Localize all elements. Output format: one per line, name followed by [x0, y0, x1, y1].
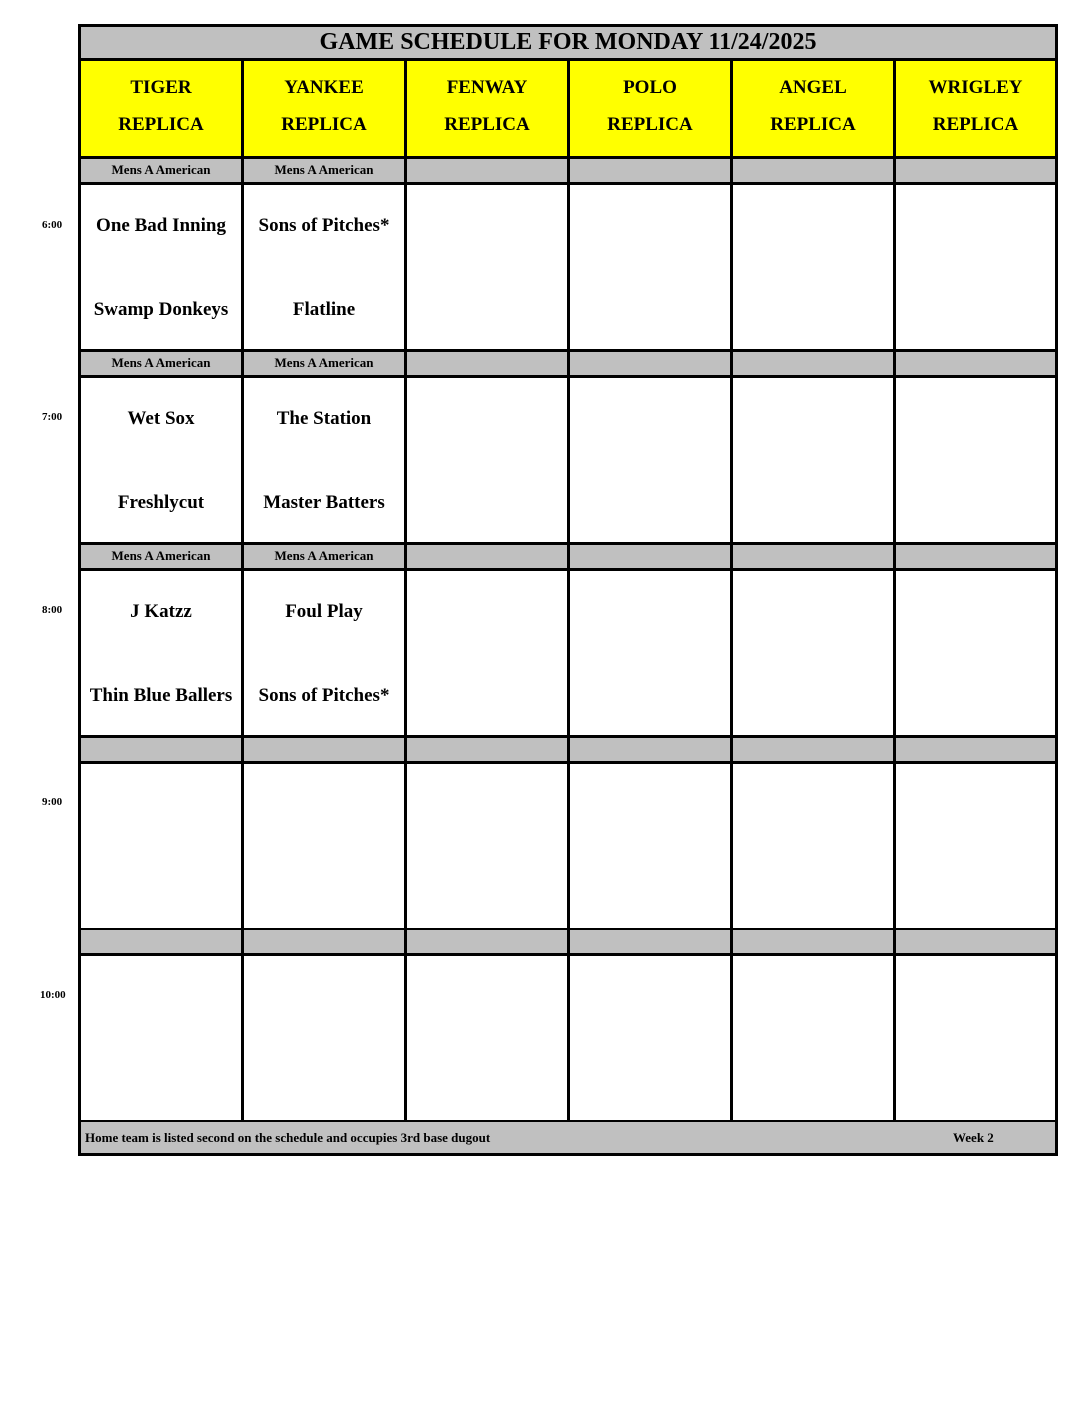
game-cell [896, 764, 1055, 931]
field-header-fenway [407, 61, 570, 159]
field-type: REPLICA [607, 114, 693, 135]
division-label [570, 159, 733, 185]
game-cell [570, 956, 733, 1123]
field-type: REPLICA [932, 114, 1019, 135]
division-label [570, 545, 733, 571]
away-team: Sons of Pitches* [258, 215, 390, 236]
field-type: REPLICA [281, 114, 367, 135]
game-cell [81, 378, 244, 545]
division-label: Mens A American [244, 352, 407, 378]
home-team: Swamp Donkeys [93, 299, 229, 320]
schedule-title: GAME SCHEDULE FOR MONDAY 11/24/2025 [81, 27, 1055, 61]
time-label: 8:00 [42, 604, 63, 616]
division-label [896, 738, 1055, 764]
division-label: Mens A American [81, 159, 244, 185]
game-cell [244, 378, 407, 545]
game-cell [733, 378, 896, 545]
game-cell [244, 764, 407, 931]
field-header-polo [570, 61, 733, 159]
game-cell [733, 185, 896, 352]
division-label [733, 738, 896, 764]
division-label [81, 738, 244, 764]
division-label [570, 930, 733, 956]
division-label [896, 159, 1055, 185]
field-name: YANKEE [284, 77, 364, 98]
field-name: WRIGLEY [928, 77, 1023, 98]
game-cell [570, 571, 733, 738]
game-cell [896, 956, 1055, 1123]
division-label [244, 738, 407, 764]
game-cell [570, 378, 733, 545]
division-label: Mens A American [244, 545, 407, 571]
field-header-tiger [81, 61, 244, 159]
division-label [407, 930, 570, 956]
away-team: One Bad Inning [96, 215, 226, 236]
field-type: REPLICA [444, 114, 530, 135]
field-type: REPLICA [118, 114, 204, 135]
game-cell [407, 378, 570, 545]
game-cell [244, 571, 407, 738]
division-label [896, 930, 1055, 956]
division-label: Mens A American [244, 159, 407, 185]
division-label [81, 930, 244, 956]
division-label [896, 545, 1055, 571]
home-team: Flatline [292, 299, 356, 320]
division-label [733, 545, 896, 571]
division-label [407, 159, 570, 185]
field-name: ANGEL [779, 77, 847, 98]
division-label [896, 352, 1055, 378]
time-label: 7:00 [42, 411, 63, 423]
division-label [570, 352, 733, 378]
home-team: Freshlycut [117, 492, 205, 513]
schedule-footer [81, 1122, 1055, 1153]
game-cell [407, 571, 570, 738]
game-cell [733, 571, 896, 738]
division-label [407, 352, 570, 378]
game-cell [733, 956, 896, 1123]
field-name: POLO [623, 77, 677, 98]
away-team: Foul Play [285, 601, 363, 622]
game-cell [896, 571, 1055, 738]
time-label: 10:00 [40, 989, 66, 1001]
game-cell [81, 764, 244, 931]
time-label: 6:00 [42, 219, 63, 231]
division-label [570, 738, 733, 764]
game-cell [733, 764, 896, 931]
game-cell [81, 956, 244, 1123]
division-label [407, 545, 570, 571]
division-label [733, 930, 896, 956]
game-cell [81, 185, 244, 352]
home-team: Master Batters [263, 492, 385, 513]
away-team: J Katzz [130, 601, 192, 622]
game-cell [570, 764, 733, 931]
field-name: FENWAY [446, 77, 528, 98]
home-team-note: Home team is listed second on the schedule and occupies 3rd base dugout [85, 1130, 491, 1145]
game-cell [407, 764, 570, 931]
home-team: Thin Blue Ballers [89, 685, 233, 706]
away-team: Wet Sox [127, 408, 195, 429]
division-label [244, 930, 407, 956]
field-header-wrigley [896, 61, 1055, 159]
division-label: Mens A American [81, 545, 244, 571]
week-label: Week 2 [953, 1130, 994, 1145]
division-label [733, 352, 896, 378]
field-header-yankee [244, 61, 407, 159]
game-cell [896, 378, 1055, 545]
game-cell [570, 185, 733, 352]
home-team: Sons of Pitches* [258, 685, 390, 706]
time-label: 9:00 [42, 796, 63, 808]
game-cell [896, 185, 1055, 352]
field-type: REPLICA [770, 114, 856, 135]
away-team: The Station [276, 408, 372, 429]
game-cell [407, 185, 570, 352]
division-label [733, 159, 896, 185]
division-label: Mens A American [81, 352, 244, 378]
field-header-angel [733, 61, 896, 159]
game-cell [81, 571, 244, 738]
schedule-table [78, 24, 1058, 1156]
game-cell [407, 956, 570, 1123]
game-cell [244, 185, 407, 352]
field-name: TIGER [130, 77, 192, 98]
game-cell [244, 956, 407, 1123]
division-label [407, 738, 570, 764]
